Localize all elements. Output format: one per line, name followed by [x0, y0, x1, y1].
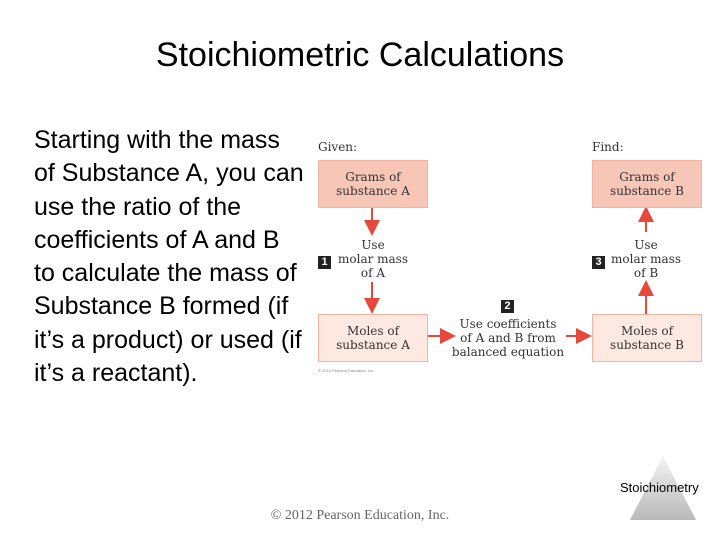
- body-text: Starting with the mass of Substance A, you can use the ratio of the coefficients of A and B to calculate the mass of Substance B formed (if it’s a product) or used (if it’s a reactant).: [34, 126, 304, 388]
- step-2-badge: 2: [501, 300, 514, 313]
- slide-title: Stoichiometric Calculations: [155, 36, 565, 74]
- stoichiometry-diagram: [300, 132, 700, 382]
- step-1-text: Use molar mass of A: [338, 238, 408, 280]
- footer-copyright: © 2012 Pearson Education, Inc.: [270, 508, 450, 523]
- moles-a-box: Moles of substance A: [318, 314, 428, 362]
- step-3-text: Use molar mass of B: [611, 238, 681, 280]
- step-1-badge: 1: [318, 256, 331, 269]
- step-3-badge: 3: [592, 256, 605, 269]
- find-label: Find:: [592, 140, 624, 154]
- logo-label: Stoichiometry: [620, 480, 699, 495]
- step-2-text: Use coefficients of A and B from balanced equation: [451, 317, 565, 359]
- diagram-fine-print: © 2012 Pearson Education, Inc.: [318, 368, 375, 373]
- grams-b-box: Grams of substance B: [592, 160, 702, 208]
- given-label: Given:: [318, 140, 358, 154]
- grams-a-box: Grams of substance A: [318, 160, 428, 208]
- moles-b-box: Moles of substance B: [592, 314, 702, 362]
